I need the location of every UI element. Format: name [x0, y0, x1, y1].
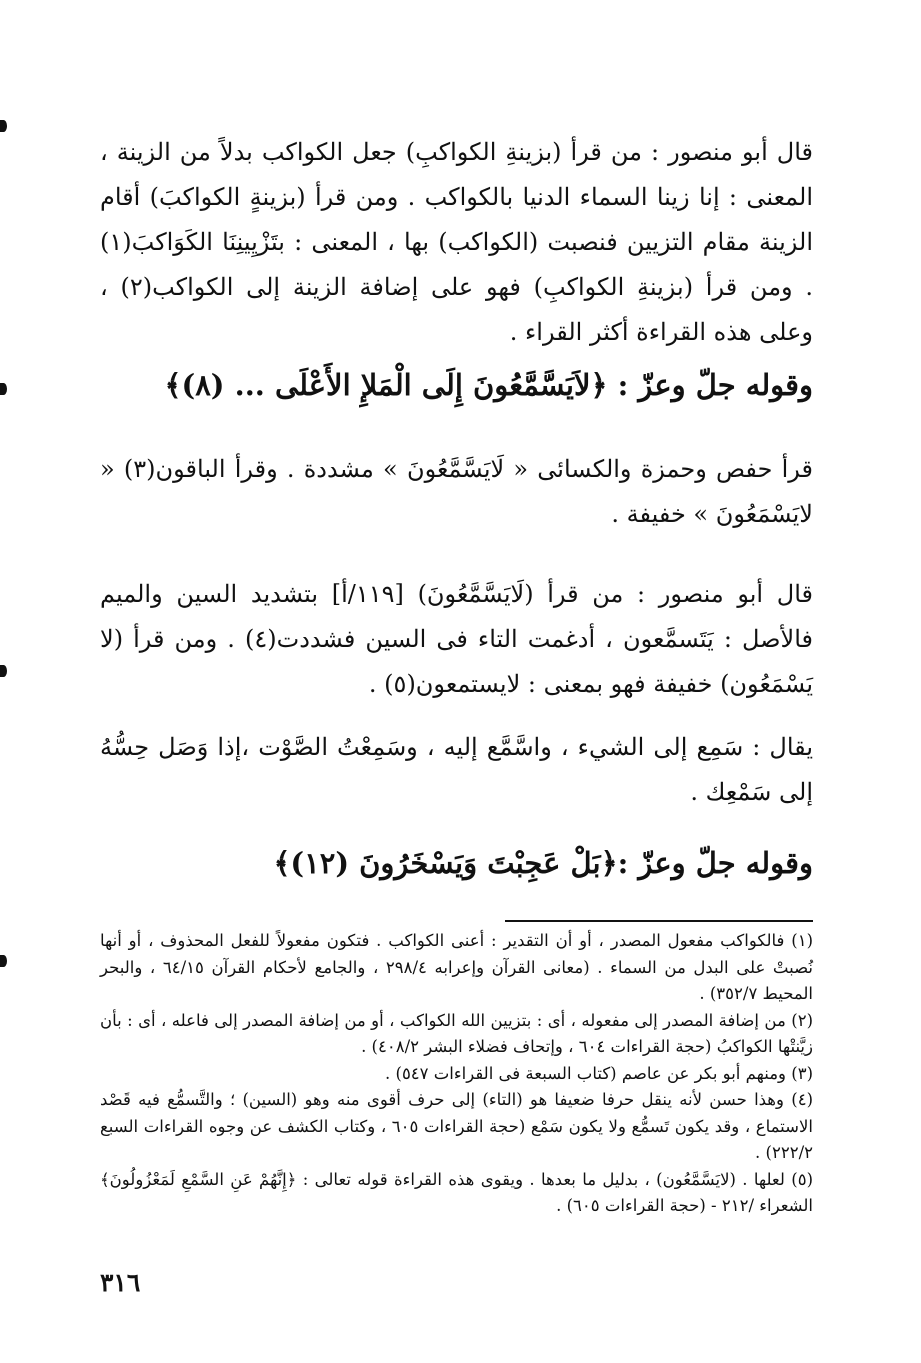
- paragraph-commentary-1: [100, 130, 813, 355]
- binding-mark: [0, 383, 7, 395]
- binding-mark: [0, 665, 7, 677]
- paragraph-text: قال أبو منصور : من قرأ (لَايَسَّمَّعُونَ) [١١٩/أ] بتشديد السين والميم فالأصل : يَتَسمَّعون ، أدغمت التاء فى السين فشددت(٤) . ومن قرأ (لا يَسْمَعُون) خفيفة فهو بمعنى : لايستمعون(٥) .: [100, 580, 814, 698]
- paragraph-text: يقال : سَمِع إلى الشيء ، واسَّمَّع إليه ، وسَمِعْتُ الصَّوْت ،إذا وَصَل حِسُّهُ إلى سَمْعِك .: [100, 733, 813, 806]
- footnote: (١) فالكواكب مفعول المصدر ، أو أن التقدير : أعنى الكواكب . فتكون مفعولاً للفعل المحذوف ، أو أنها نُصبتْ على البدل من السماء . (معانى القرآن وإعرابه ٢٩٨/٤ ، والجامع لأحكام القرآن ٦٤/١٥ ، والبحر المحيط ٣٥٢/٧) .: [100, 931, 814, 1003]
- footnote-divider: [505, 920, 813, 922]
- page-number: ٣١٦: [100, 1268, 141, 1297]
- paragraph-readings: [100, 447, 813, 537]
- footnote: (٤) وهذا حسن لأنه ينقل حرفا ضعيفا هو (التاء) إلى حرف أقوى منه وهو (السين) ؛ والتَّسمُّع فيه قَصْد الاستماع ، وقد يكون تَسمُّع ولا يكون سَمْع (حجة القراءات ٦٠٥ ، وكتاب الكشف عن وجوه القراءات السبع ٢٢٢/٢) .: [100, 1090, 813, 1162]
- footnote: (٢) من إضافة المصدر إلى مفعوله ، أى : بتزيين الله الكواكب ، أو من إضافة المصدر إلى فاعله ، أى : بأن زيَّنتْها الكواكبُ (حجة القراءات ٦٠٤ ، وإتحاف فضلاء البشر ٤٠٨/٢) .: [100, 1010, 813, 1056]
- verse-heading-1: وقوله جلّ وعزّ : ﴿لاَيَسَّمَّعُونَ إِلَى الْمَلإِ الأَعْلَى ... (٨)﴾: [164, 368, 813, 402]
- footnotes: [100, 928, 813, 1220]
- paragraph-text: قال أبو منصور : من قرأ (بزينةِ الكواكبِ) جعل الكواكب بدلاً من الزينة ، المعنى : إنا زينا السماء الدنيا بالكواكب . ومن قرأ (بزينةٍ الكواكبَ) أقام الزينة مقام التزيين فنصبت (الكواكب) بها ، المعنى : بتَزْيِينِنَا الكَوَاكبَ(١) . ومن قرأ (بزينةِ الكواكبِ) فهو على إضافة الزينة إلى الكواكب(٢) ، وعلى هذه القراءة أكثر القراء .: [100, 138, 813, 346]
- binding-mark: [0, 955, 7, 967]
- paragraph-commentary-2: [100, 572, 813, 707]
- binding-mark: [0, 120, 7, 132]
- paragraph-lexical: [100, 725, 813, 815]
- footnote: (٥) لعلها . (لايَسَّمَّعُون) ، بدليل ما بعدها . ويقوى هذه القراءة قوله تعالى : ﴿إِنَّهُمْ عَنِ السَّمْعِ لَمَعْزُولُونَ﴾ الشعراء /٢١٢ - (حجة القراءات ٦٠٥) .: [100, 1169, 813, 1215]
- footnote: (٣) ومنهم أبو بكر عن عاصم (كتاب السبعة فى القراءات ٥٤٧) .: [385, 1063, 813, 1083]
- paragraph-text: قرأ حفص وحمزة والكسائى « لَايَسَّمَّعُونَ » مشددة . وقرأ الباقون(٣) « لايَسْمَعُونَ » خفيفة .: [100, 455, 813, 528]
- verse-heading-2: وقوله جلّ وعزّ :﴿بَلْ عَجِبْتَ وَيَسْخَرُونَ (١٢)﴾: [273, 846, 813, 880]
